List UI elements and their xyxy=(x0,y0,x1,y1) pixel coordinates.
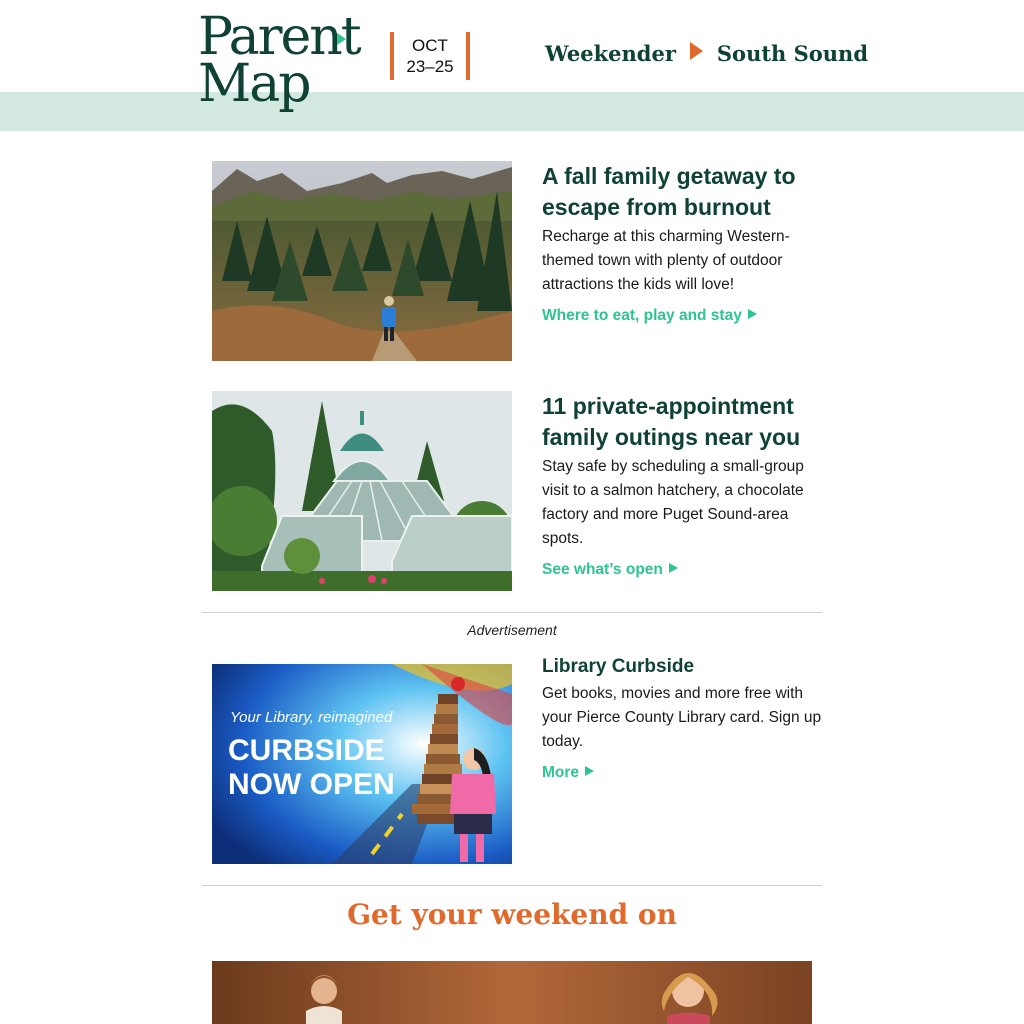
story-title[interactable]: 11 private-appointment family outings near you xyxy=(542,393,801,450)
story-cta-link[interactable] xyxy=(542,307,757,325)
issue-date xyxy=(390,32,470,80)
ad-cta-label: More xyxy=(542,764,580,781)
advertisement-label: Advertisement xyxy=(467,622,557,638)
logo-line-1: Parent xyxy=(198,7,360,67)
edition-name: Weekender xyxy=(545,41,676,66)
play-triangle-icon xyxy=(748,309,757,319)
story-card xyxy=(212,391,822,591)
ad-image-headline-1: CURBSIDE xyxy=(228,734,385,767)
section-image-kids-running[interactable] xyxy=(212,961,812,1024)
play-triangle-icon xyxy=(585,766,594,776)
story-title[interactable]: A fall family getaway to escape from burnout xyxy=(542,163,796,220)
story-summary: Recharge at this charming Western-themed town with plenty of outdoor attractions the kids will love! xyxy=(542,228,790,293)
divider xyxy=(202,885,822,886)
story-card xyxy=(212,161,822,361)
edition-region: South Sound xyxy=(716,41,869,66)
parentmap-logo[interactable] xyxy=(198,7,360,114)
ad-cta-link[interactable] xyxy=(542,764,594,782)
story-cta-label: Where to eat, play and stay xyxy=(542,307,742,324)
play-triangle-icon xyxy=(669,563,678,573)
ad-card xyxy=(212,654,822,864)
header-band xyxy=(0,92,1024,131)
story-cta-label: See what’s open xyxy=(542,561,663,578)
logo-play-icon xyxy=(337,33,346,45)
issue-days: 23–25 xyxy=(406,57,454,76)
story-image-mountain-hiker[interactable] xyxy=(212,161,512,361)
ad-title[interactable]: Library Curbside xyxy=(542,656,695,677)
divider xyxy=(202,612,822,613)
story-image-conservatory[interactable] xyxy=(212,391,512,591)
edition-arrow-icon xyxy=(690,42,703,60)
ad-image-headline-2: NOW OPEN xyxy=(228,768,395,801)
section-heading: Get your weekend on xyxy=(347,898,677,931)
newsletter-header xyxy=(0,0,1024,131)
issue-month: OCT xyxy=(412,36,448,55)
ad-image-tagline: Your Library, reimagined xyxy=(230,709,393,726)
edition-title xyxy=(545,41,868,66)
ad-summary: Get books, movies and more free with your Pierce County Library card. Sign up today. xyxy=(542,685,822,750)
logo-line-2: Map xyxy=(198,54,310,114)
ad-image-library-curbside[interactable] xyxy=(212,664,512,864)
story-summary: Stay safe by scheduling a small-group visit to a salmon hatchery, a chocolate factory and more Puget Sound-area spots. xyxy=(542,458,804,547)
story-cta-link[interactable] xyxy=(542,561,678,579)
